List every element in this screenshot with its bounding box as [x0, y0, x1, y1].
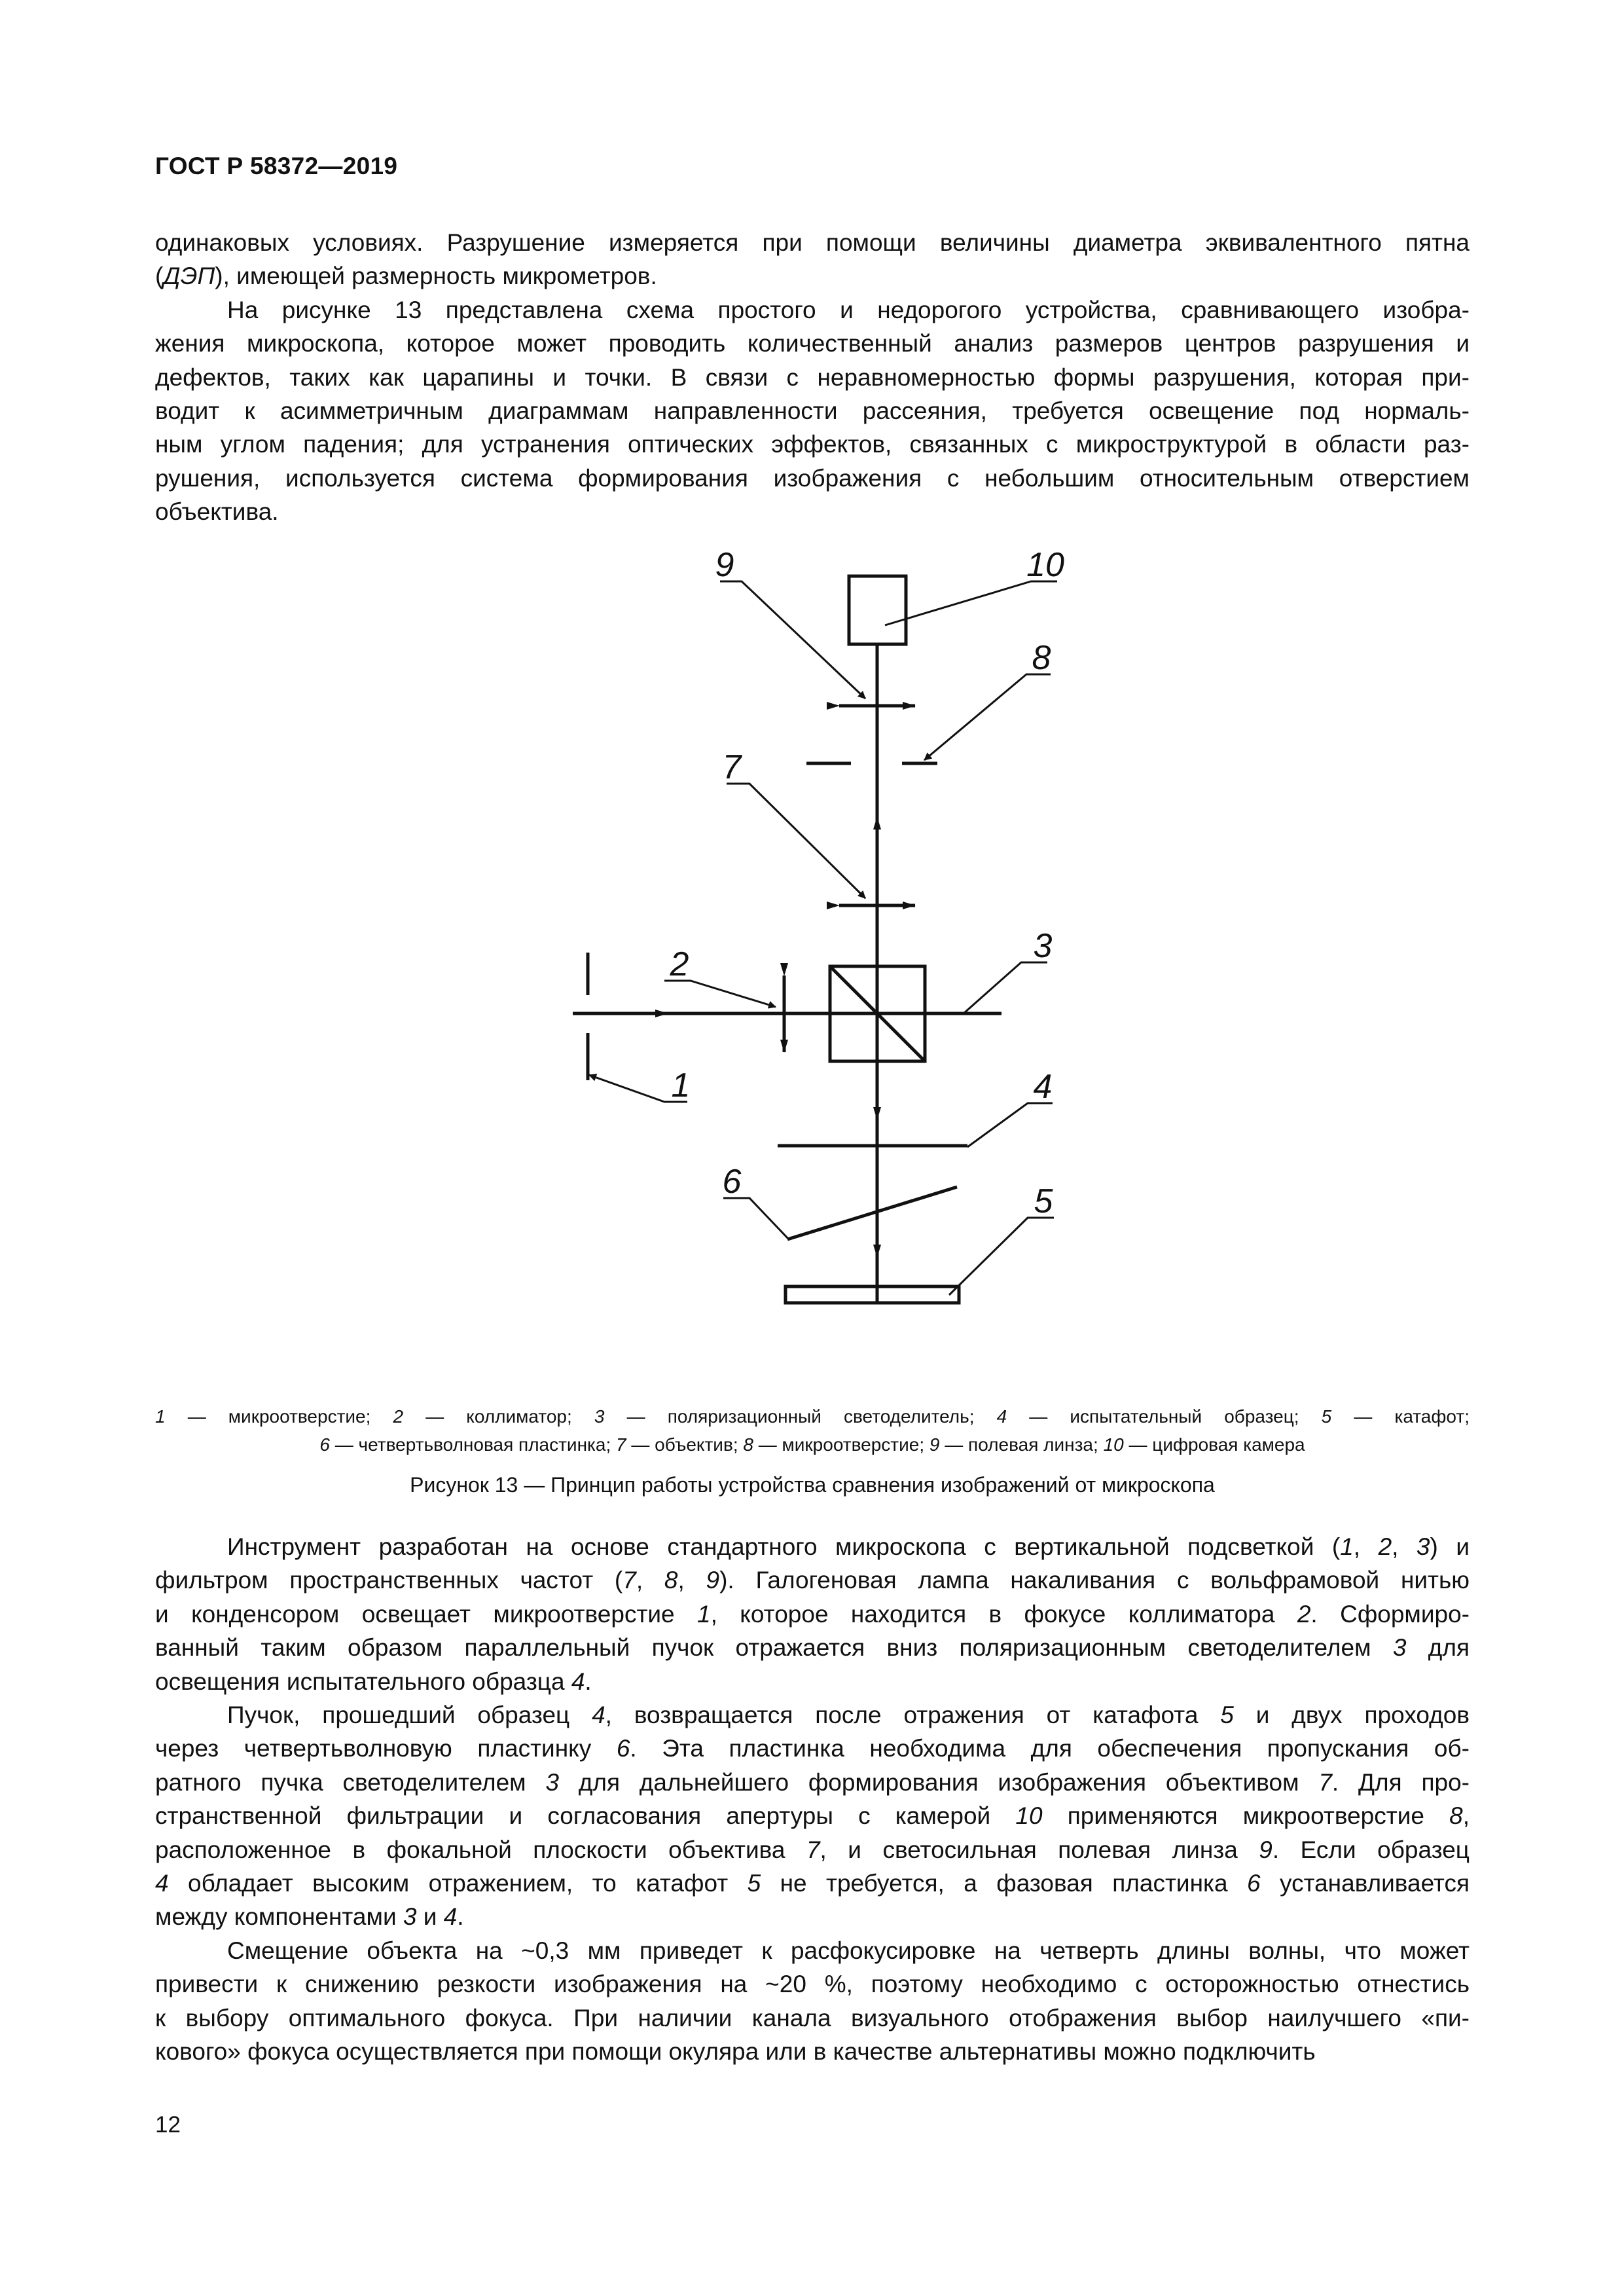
text-line: расположенное в фокальной плоскости объектива 7, и светосильная полевая линза 9. Если образец [155, 1836, 1470, 1863]
legend-number: 4 [996, 1406, 1007, 1427]
text-line: между компонентами 3 и 4. [155, 1903, 464, 1931]
legend-text: — испытательный образец; [1007, 1406, 1322, 1427]
label-3: 3 [1033, 927, 1053, 965]
text-line: освещения испытательного образца 4. [155, 1667, 592, 1695]
leader-line-4 [967, 1103, 1053, 1147]
legend-number: 2 [393, 1406, 404, 1427]
text-line: ным углом падения; для устранения оптических эффектов, связанных с микроструктурой в области раз- [155, 431, 1470, 458]
text-line: странственной фильтрации и согласования апертуры с камерой 10 применяются микроотверстие 8, [155, 1802, 1470, 1830]
text-line: (ДЭП), имеющей размерность микрометров. [155, 263, 657, 290]
text-line: кового» фокуса осуществляется при помощи окуляра или в качестве альтернативы можно подключить [155, 2038, 1316, 2066]
figure-caption: Рисунок 13 — Принцип работы устройства сравнения изображений от микроскопа [410, 1473, 1215, 1497]
legend-number: 9 [929, 1434, 940, 1455]
leader-line-2 [664, 981, 776, 1007]
legend-number: 7 [616, 1434, 626, 1455]
legend-number: 5 [1321, 1406, 1332, 1427]
legend-text: — четвертьволновая пластинка; [329, 1434, 617, 1455]
paragraph-beam-path [155, 1698, 1470, 1934]
legend-text: — микроотверстие; [753, 1434, 929, 1455]
label-8: 8 [1032, 639, 1051, 677]
label-9: 9 [715, 546, 734, 584]
digital-camera [849, 576, 906, 644]
text-line: к выбору оптимального фокуса. При наличии канала визуального отображения выбор наилучшего «пи- [155, 2004, 1470, 2032]
text-line: Пучок, прошедший образец 4, возвращается после отражения от катафота 5 и двух проходов [227, 1702, 1470, 1729]
legend-text: — цифровая камера [1123, 1434, 1305, 1455]
label-10: 10 [1026, 546, 1064, 584]
text-line: 4 обладает высоким отражением, то катафот 5 не требуется, а фазовая пластинка 6 устанавливается [155, 1870, 1470, 1897]
label-6: 6 [722, 1163, 742, 1201]
legend-number: 10 [1103, 1434, 1124, 1455]
label-5: 5 [1034, 1182, 1053, 1220]
legend-number: 8 [743, 1434, 753, 1455]
legend-text: — коллиматор; [403, 1406, 594, 1427]
text-line: ратного пучка светоделителем 3 для дальнейшего формирования изображения объективом 7. Для про- [155, 1768, 1470, 1796]
legend-number: 1 [155, 1406, 166, 1427]
text-line: рушения, используется система формирования изображения с небольшим относительным отверстием [155, 464, 1470, 492]
legend-text: — объектив; [626, 1434, 744, 1455]
leader-line-6 [723, 1198, 789, 1239]
leader-line-8 [924, 674, 1051, 760]
paragraph-instrument [155, 1530, 1470, 1698]
label-4: 4 [1033, 1068, 1053, 1106]
figure-legend [155, 1402, 1470, 1459]
legend-text: — поляризационный светоделитель; [604, 1406, 997, 1427]
legend-text: — катафот; [1331, 1406, 1470, 1427]
legend-text: — микроотверстие; [165, 1406, 393, 1427]
text-line: жения микроскопа, которое может проводить количественный анализ размеров центров разрушения и [155, 330, 1470, 357]
legend-number: 3 [594, 1406, 605, 1427]
body-text [155, 1530, 1470, 2069]
label-7: 7 [722, 748, 742, 786]
leader-line-7 [727, 784, 865, 898]
text-line: и конденсором освещает микроотверстие 1, которое находится в фокусе коллиматора 2. Сформиро- [155, 1600, 1470, 1628]
document-code: ГОСТ Р 58372—2019 [155, 153, 398, 179]
leader-line-10 [885, 581, 1057, 625]
text-line: Инструмент разработан на основе стандартного микроскопа с вертикальной подсветкой (1, 2, 3) и [227, 1533, 1470, 1560]
retroreflector [785, 1286, 959, 1303]
leader-line-3 [964, 962, 1047, 1013]
text-line: Смещение объекта на ~0,3 мм приведет к расфокусировке на четверть длины волны, что может [227, 1937, 1470, 1964]
paragraph-focus [155, 1934, 1470, 2069]
text-line: одинаковых условиях. Разрушение измеряется при помощи величины диаметра эквивалентного пятна [155, 229, 1470, 256]
leader-line-9 [720, 581, 865, 699]
label-2: 2 [670, 945, 689, 983]
text-line: водит к асимметричным диаграммам направленности рассеяния, требуется освещение под нормаль- [155, 397, 1470, 425]
text-line: привести к снижению резкости изображения на ~20 %, поэтому необходимо с осторожностью отнестись [155, 1971, 1470, 1998]
leader-line-5 [949, 1218, 1054, 1295]
text-line: объектива. [155, 498, 279, 526]
legend-text: — полевая линза; [939, 1434, 1104, 1455]
text-line: ванный таким образом параллельный пучок отражается вниз поляризационным светоделителем 3 для [155, 1634, 1470, 1662]
text-line: фильтром пространственных частот (7, 8, 9). Галогеновая лампа накаливания с вольфрамовой нитью [155, 1567, 1470, 1594]
legend-number: 6 [319, 1434, 330, 1455]
text-line: дефектов, таких как царапины и точки. В связи с неравномерностью формы разрушения, которая при- [155, 363, 1470, 391]
text-line: через четвертьволновую пластинку 6. Эта пластинка необходима для обеспечения пропускания об- [155, 1735, 1470, 1762]
text-line: На рисунке 13 представлена схема простого и недорогого устройства, сравнивающего изобра- [227, 296, 1470, 323]
page-number: 12 [155, 2112, 181, 2138]
quarter-wave-plate [787, 1187, 957, 1239]
label-1: 1 [671, 1066, 691, 1104]
